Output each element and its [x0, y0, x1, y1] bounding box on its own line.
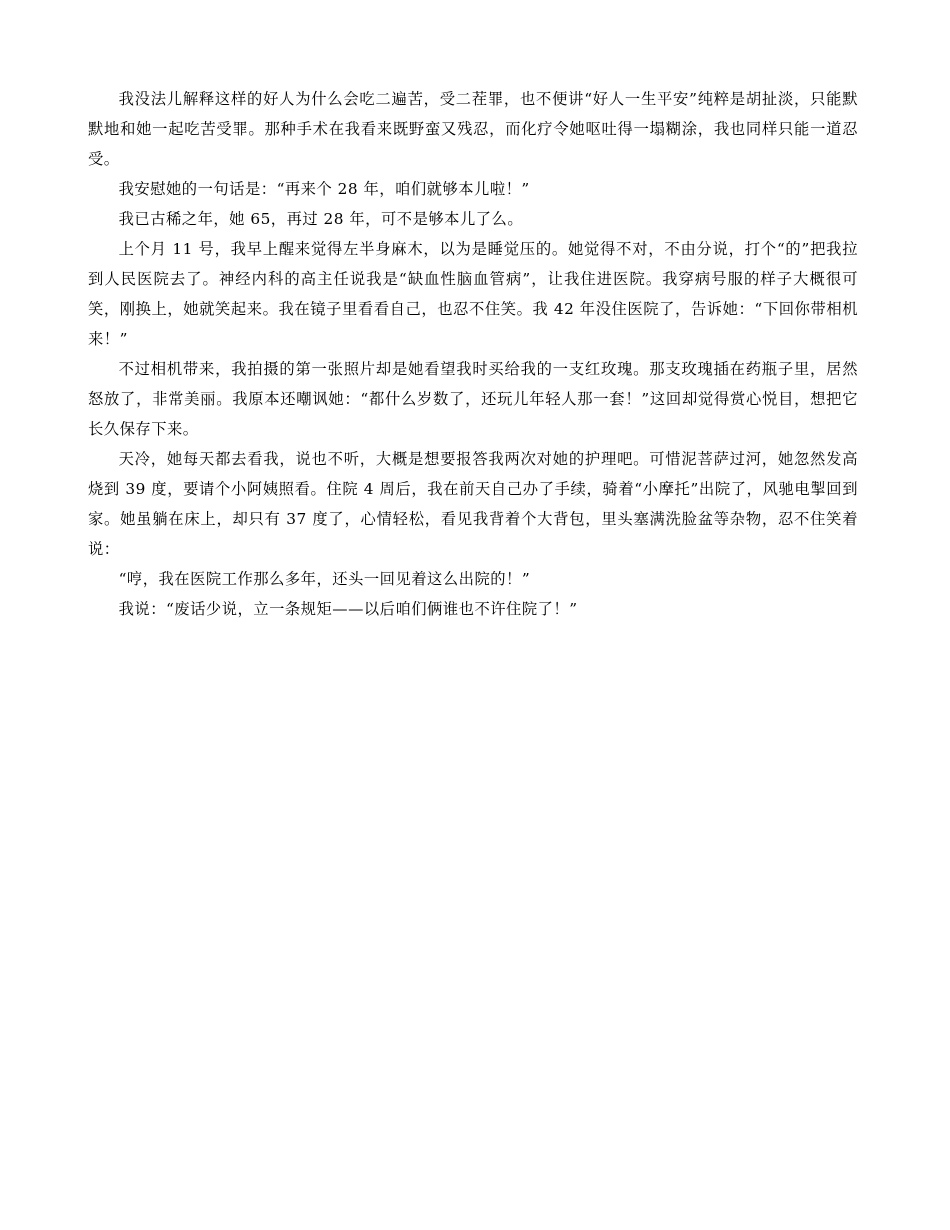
paragraph-5: 不过相机带来，我拍摄的第一张照片却是她看望我时买给我的一支红玫瑰。那支玫瑰插在药瓶子里，居然怒放了，非常美丽。我原本还嘲讽她：“都什么岁数了，还玩儿年轻人那一套！”这回却觉得赏心悦目，想把它长久保存下来。: [88, 360, 858, 438]
document-body: [88, 84, 858, 624]
paragraph-3: 我已古稀之年，她 65，再过 28 年，可不是够本儿了么。: [118, 210, 524, 228]
paragraph-4: 上个月 11 号，我早上醒来觉得左半身麻木，以为是睡觉压的。她觉得不对，不由分说，打个“的”把我拉到人民医院去了。神经内科的高主任说我是“缺血性脑血管病”，让我住进医院。我穿病号服的样子大概很可笑，刚换上，她就笑起来。我在镜子里看看自己，也忍不住笑。我 42 年没住医院了，告诉她：“下回你带相机来！”: [88, 240, 858, 348]
paragraph-2: 我安慰她的一句话是：“再来个 28 年，咱们就够本儿啦！”: [118, 180, 530, 198]
paragraph-6: 天冷，她每天都去看我，说也不听，大概是想要报答我两次对她的护理吧。可惜泥菩萨过河，她忽然发高烧到 39 度，要请个小阿姨照看。住院 4 周后，我在前天自己办了手续，骑着“小摩托”出院了，风驰电掣回到家。她虽躺在床上，却只有 37 度了，心情轻松，看见我背着个大背包，里头塞满洗脸盆等杂物，忍不住笑着说：: [88, 450, 858, 558]
paragraph-8: 我说：“废话少说，立一条规矩——以后咱们俩谁也不许住院了！”: [118, 600, 578, 618]
paragraph-7: “哼，我在医院工作那么多年，还头一回见着这么出院的！”: [118, 570, 531, 588]
paragraph-1: 我没法儿解释这样的好人为什么会吃二遍苦，受二茬罪，也不便讲“好人一生平安”纯粹是胡扯淡，只能默默地和她一起吃苦受罪。那种手术在我看来既野蛮又残忍，而化疗令她呕吐得一塌糊涂，我也同样只能一道忍受。: [88, 90, 858, 168]
